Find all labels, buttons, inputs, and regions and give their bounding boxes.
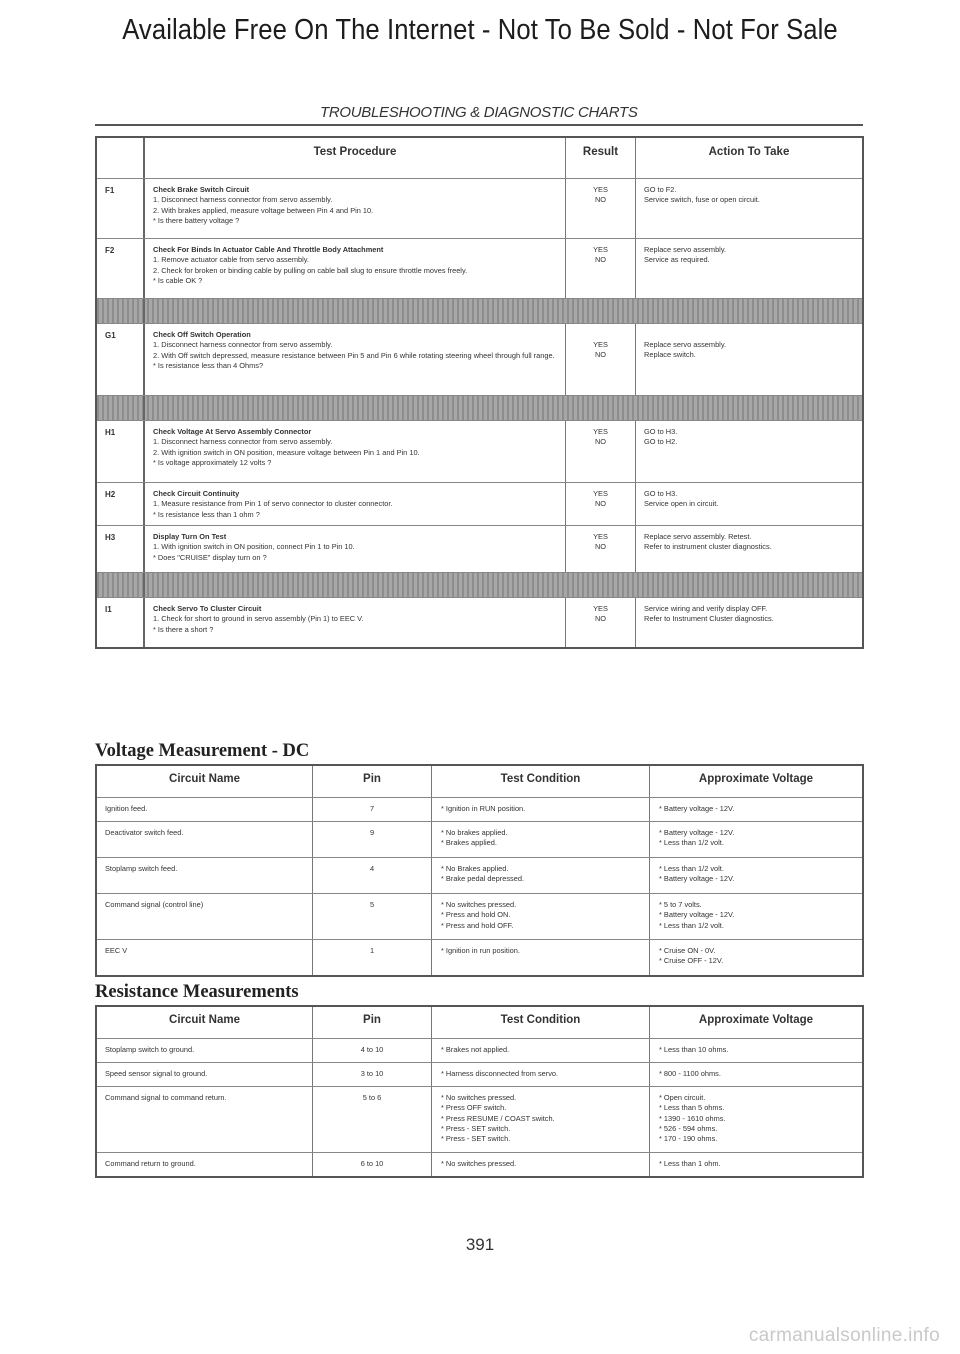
value-line: * 5 to 7 volts. [659, 900, 702, 909]
action-cell [636, 324, 862, 395]
value-line: * Battery voltage - 12V. [659, 910, 735, 920]
procedure-line: 1. Disconnect harness connector from servo assembly. [153, 340, 333, 350]
condition-line: * Press OFF switch. [441, 1103, 507, 1113]
result-value: YES [593, 604, 608, 613]
procedure-cell [145, 421, 566, 482]
procedure-cell [145, 598, 566, 647]
table-row [97, 420, 862, 482]
value-line: * Open circuit. [659, 1093, 706, 1102]
procedure-line: * Is there battery voltage ? [153, 215, 240, 225]
table-row [97, 1038, 862, 1062]
result-cell [566, 239, 636, 298]
approx-voltage [650, 798, 862, 821]
approx-value [650, 1087, 862, 1152]
result-value: NO [594, 195, 607, 205]
result-value: YES [593, 489, 608, 498]
circuit-name: Command return to ground. [97, 1153, 313, 1176]
procedure-line: 1. Disconnect harness connector from servo assembly. [153, 195, 333, 205]
condition-line: * Harness disconnected from servo. [441, 1069, 559, 1078]
action-value: Service as required. [644, 255, 710, 265]
action-value: Service open in circuit. [644, 499, 719, 509]
circuit-name: Ignition feed. [97, 798, 313, 821]
result-cell [566, 421, 636, 482]
table-row [97, 323, 862, 395]
table-row [97, 597, 862, 647]
condition-line: * Press - SET switch. [441, 1134, 511, 1144]
approx-voltage-header: Approximate Voltage [698, 1014, 814, 1026]
procedure-line: * Is resistance less than 1 ohm ? [153, 509, 260, 519]
table-row [97, 857, 862, 893]
table-row [97, 939, 862, 975]
pin: 3 to 10 [313, 1063, 432, 1086]
procedure-title: Check Brake Switch Circuit [153, 185, 250, 194]
circuit-name: Stoplamp switch to ground. [97, 1039, 313, 1062]
step-label: F2 [97, 239, 145, 298]
procedure-line: 1. Remove actuator cable from servo assembly. [153, 255, 309, 265]
step-label: H2 [97, 483, 145, 525]
value-line: * 1390 - 1610 ohms. [659, 1113, 726, 1123]
step-label: H3 [97, 526, 145, 572]
result-value: YES [593, 340, 608, 349]
value-line: * Less than 1/2 volt. [659, 864, 724, 873]
table-row [97, 1086, 862, 1152]
procedure-line: * Is resistance less than 4 Ohms? [153, 360, 264, 370]
step-label: G1 [97, 324, 145, 395]
pin-header: Pin [313, 766, 432, 797]
value-line: * Less than 1 ohm. [659, 1159, 721, 1168]
step-label: F1 [97, 179, 145, 238]
action-value: Replace switch. [644, 350, 696, 360]
page-banner: Available Free On The Internet - Not To Be Sold - Not For Sale [122, 14, 838, 46]
separator-step-cell [97, 573, 145, 597]
procedure-header: Test Procedure [145, 138, 566, 178]
condition-line: * Brakes applied. [441, 838, 497, 848]
table-header-row [97, 766, 862, 797]
condition-line: * Press and hold ON. [441, 910, 511, 920]
procedure-title: Check Circuit Continuity [153, 489, 240, 498]
circuit-name-header: Circuit Name [97, 1007, 313, 1038]
procedure-line: 2. Check for broken or binding cable by pulling on cable ball slug to ensure throttle moves freely. [153, 265, 468, 275]
approx-voltage [650, 858, 862, 893]
test-condition [432, 1087, 650, 1152]
page-number: 391 [465, 1235, 495, 1254]
approx-voltage [650, 894, 862, 939]
value-line: * Less than 1/2 volt. [659, 838, 724, 848]
separator-band [97, 298, 862, 323]
procedure-title: Display Turn On Test [153, 532, 227, 541]
procedure-line: * Is cable OK ? [153, 275, 203, 285]
procedure-line: 2. With ignition switch in ON position, measure voltage between Pin 1 and Pin 10. [153, 447, 420, 457]
test-condition [432, 822, 650, 857]
procedure-title: Check For Binds In Actuator Cable And Throttle Body Attachment [153, 245, 384, 254]
action-cell [636, 483, 862, 525]
test-condition [432, 1063, 650, 1086]
procedure-line: 1. Check for short to ground in servo assembly (Pin 1) to EEC V. [153, 614, 364, 624]
action-value: Refer to Instrument Cluster diagnostics. [644, 614, 774, 624]
section-header: TROUBLESHOOTING & DIAGNOSTIC CHARTS [320, 104, 638, 121]
action-value: GO to H2. [644, 437, 678, 447]
step-label: H1 [97, 421, 145, 482]
test-condition [432, 940, 650, 975]
procedure-cell [145, 179, 566, 238]
separator-band [97, 572, 862, 597]
header-rule [95, 124, 863, 126]
value-line: * Less than 1/2 volt. [659, 920, 724, 930]
action-cell [636, 421, 862, 482]
table-row [97, 238, 862, 298]
condition-line: * No Brakes applied. [441, 864, 509, 873]
action-value: Service switch, fuse or open circuit. [644, 195, 760, 205]
test-condition-header: Test Condition [432, 766, 650, 797]
value-line: * 800 - 1100 ohms. [659, 1069, 721, 1078]
voltage-table [95, 764, 864, 977]
procedure-line: 1. Disconnect harness connector from servo assembly. [153, 437, 333, 447]
test-condition [432, 894, 650, 939]
table-row [97, 1152, 862, 1176]
result-cell [566, 598, 636, 647]
table-header-row [97, 138, 862, 178]
pin: 5 [313, 894, 432, 939]
result-value: NO [594, 350, 607, 360]
procedure-line: 1. With ignition switch in ON position, connect Pin 1 to Pin 10. [153, 542, 355, 552]
result-value: YES [593, 427, 608, 436]
action-value: Replace servo assembly. [644, 245, 727, 254]
action-value: Replace servo assembly. Retest. [644, 532, 752, 541]
resistance-table [95, 1005, 864, 1178]
value-line: * Cruise OFF - 12V. [659, 956, 724, 966]
circuit-name: Deactivator switch feed. [97, 822, 313, 857]
approx-voltage-header: Approximate Voltage [698, 773, 814, 785]
voltage-title: Voltage Measurement - DC [95, 741, 310, 761]
table-row [97, 482, 862, 525]
action-cell [636, 598, 862, 647]
procedure-title: Check Voltage At Servo Assembly Connector [153, 427, 312, 436]
pin-header: Pin [313, 1007, 432, 1038]
pin: 6 to 10 [313, 1153, 432, 1176]
procedure-line: 1. Measure resistance from Pin 1 of servo connector to cluster connector. [153, 499, 393, 509]
value-line: * Less than 5 ohms. [659, 1103, 725, 1113]
result-cell [566, 179, 636, 238]
action-value: GO to F2. [644, 185, 677, 194]
result-value: YES [593, 532, 608, 541]
circuit-name: EEC V [97, 940, 313, 975]
approx-value [650, 1039, 862, 1062]
condition-line: * No switches pressed. [441, 1159, 517, 1168]
procedure-cell [145, 483, 566, 525]
circuit-name: Command signal (control line) [97, 894, 313, 939]
separator-step-cell [97, 299, 145, 323]
troubleshooting-table [95, 136, 864, 649]
value-line: * Battery voltage - 12V. [659, 828, 735, 837]
separator-step-cell [97, 396, 145, 420]
action-value: Refer to instrument cluster diagnostics. [644, 542, 772, 552]
table-row [97, 1062, 862, 1086]
procedure-line: 2. With brakes applied, measure voltage between Pin 4 and Pin 10. [153, 205, 374, 215]
table-header-row [97, 1007, 862, 1038]
pin: 4 to 10 [313, 1039, 432, 1062]
action-value: GO to H3. [644, 489, 678, 498]
test-condition-header: Test Condition [432, 1007, 650, 1038]
step-header [97, 138, 145, 178]
table-row [97, 525, 862, 572]
action-header: Action To Take [708, 146, 790, 158]
procedure-title: Check Off Switch Operation [153, 330, 251, 339]
pin: 7 [313, 798, 432, 821]
value-line: * Cruise ON - 0V. [659, 946, 716, 955]
test-condition [432, 1153, 650, 1176]
approx-value [650, 1153, 862, 1176]
procedure-line: * Is voltage approximately 12 volts ? [153, 457, 272, 467]
test-condition [432, 1039, 650, 1062]
action-value: Service wiring and verify display OFF. [644, 604, 768, 613]
result-header: Result [566, 138, 636, 178]
action-value: Replace servo assembly. [644, 340, 727, 349]
condition-line: * Brakes not applied. [441, 1045, 510, 1054]
condition-line: * No brakes applied. [441, 828, 508, 837]
action-cell [636, 239, 862, 298]
table-row [97, 178, 862, 238]
result-value: NO [594, 614, 607, 624]
pin: 1 [313, 940, 432, 975]
table-row [97, 797, 862, 821]
result-cell [566, 324, 636, 395]
value-line: * Battery voltage - 12V. [659, 874, 735, 884]
condition-line: * Ignition in run position. [441, 946, 520, 955]
value-line: * 526 - 594 ohms. [659, 1123, 718, 1133]
procedure-line: * Is there a short ? [153, 624, 214, 634]
test-condition [432, 858, 650, 893]
procedure-cell [145, 239, 566, 298]
result-value: NO [594, 499, 607, 509]
result-value: YES [593, 185, 608, 194]
table-row [97, 893, 862, 939]
condition-line: * Press RESUME / COAST switch. [441, 1113, 555, 1123]
pin: 9 [313, 822, 432, 857]
result-value: YES [593, 245, 608, 254]
procedure-title: Check Servo To Cluster Circuit [153, 604, 262, 613]
test-condition [432, 798, 650, 821]
procedure-cell [145, 526, 566, 572]
action-value: GO to H3. [644, 427, 678, 436]
step-label: I1 [97, 598, 145, 647]
value-line: * Less than 10 ohms. [659, 1045, 729, 1054]
value-line: * Battery voltage - 12V. [659, 804, 735, 813]
result-value: NO [594, 437, 607, 447]
condition-line: * Ignition in RUN position. [441, 804, 526, 813]
procedure-line: * Does "CRUISE" display turn on ? [153, 552, 267, 562]
condition-line: * Brake pedal depressed. [441, 874, 524, 884]
circuit-name-header: Circuit Name [97, 766, 313, 797]
result-value: NO [594, 542, 607, 552]
result-cell [566, 526, 636, 572]
separator-band [97, 395, 862, 420]
condition-line: * No switches pressed. [441, 900, 517, 909]
procedure-line: 2. With Off switch depressed, measure resistance between Pin 5 and Pin 6 while rotating steering wheel through full range. [153, 350, 555, 360]
condition-line: * Press and hold OFF. [441, 920, 514, 930]
pin: 5 to 6 [313, 1087, 432, 1152]
action-cell [636, 179, 862, 238]
approx-voltage [650, 940, 862, 975]
value-line: * 170 - 190 ohms. [659, 1134, 718, 1144]
procedure-cell [145, 324, 566, 395]
table-row [97, 821, 862, 857]
approx-voltage [650, 822, 862, 857]
circuit-name: Stoplamp switch feed. [97, 858, 313, 893]
condition-line: * Press - SET switch. [441, 1123, 511, 1133]
result-value: NO [594, 255, 607, 265]
resistance-title: Resistance Measurements [95, 982, 299, 1002]
condition-line: * No switches pressed. [441, 1093, 517, 1102]
watermark: carmanualsonline.info [748, 1325, 940, 1346]
circuit-name: Speed sensor signal to ground. [97, 1063, 313, 1086]
pin: 4 [313, 858, 432, 893]
action-cell [636, 526, 862, 572]
approx-value [650, 1063, 862, 1086]
circuit-name: Command signal to command return. [97, 1087, 313, 1152]
result-cell [566, 483, 636, 525]
